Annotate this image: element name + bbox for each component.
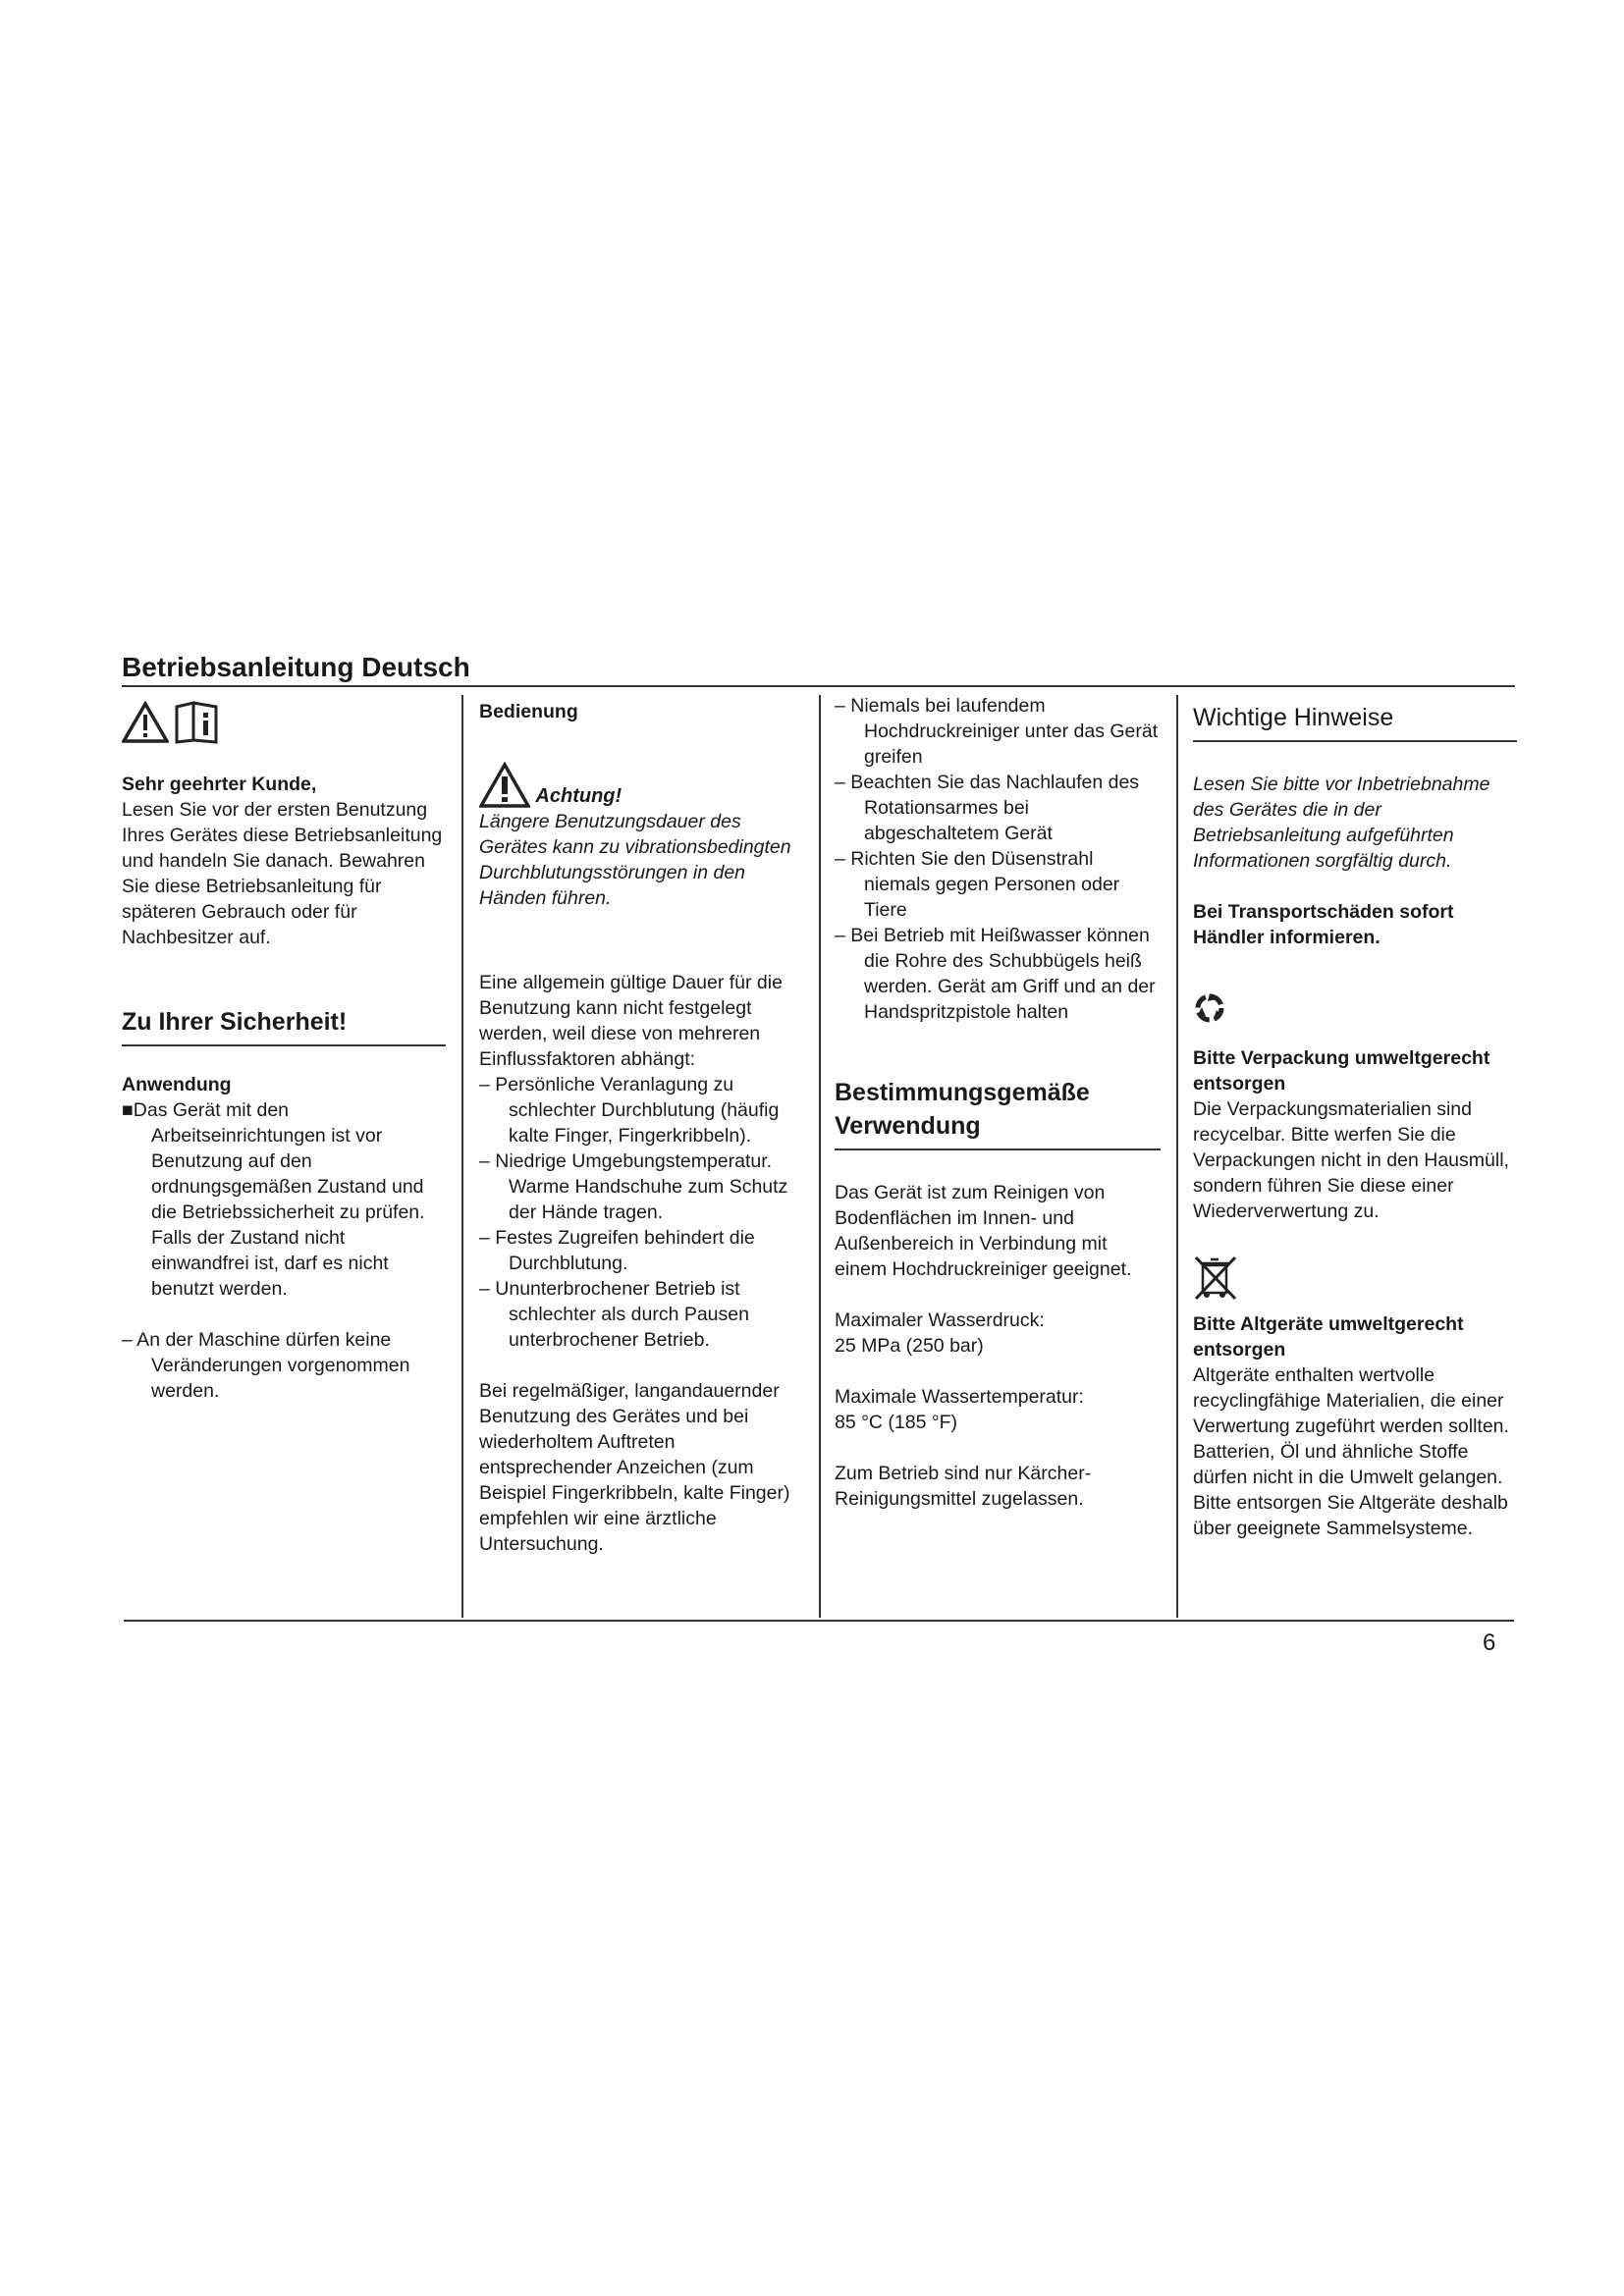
old-devices-heading: Bitte Altgeräte umweltgerecht entsorgen xyxy=(1193,1313,1464,1361)
column-divider xyxy=(1176,695,1178,1618)
section-heading-intended-use: Bestimmungsgemäße Verwendung xyxy=(835,1076,1161,1150)
dash-item: – An der Maschine dürfen keine Veränderungen vorgenommen werden. xyxy=(122,1329,410,1402)
page-title: Betriebsanleitung Deutsch xyxy=(122,652,470,682)
crossed-bin-icon xyxy=(1193,1254,1238,1301)
list-item: – Niemals bei laufendem Hochdruckreiniger unter das Gerät greifen xyxy=(835,695,1159,768)
warning-text: Längere Benutzungsdauer des Gerätes kann zu vibrationsbedingten Durchblutungsstörungen in den Händen führen. xyxy=(479,811,791,909)
paragraph: Das Gerät ist zum Reinigen von Bodenflächen im Innen- und Außenbereich in Verbindung mit einem Hochdruckreiniger geeignet. xyxy=(835,1182,1132,1280)
column-1 xyxy=(122,693,446,1404)
transport-notice: Bei Transportschäden sofort Händler informieren. xyxy=(1193,901,1454,948)
column-divider xyxy=(461,695,463,1618)
column-divider xyxy=(819,695,821,1618)
list-item: – Richten Sie den Düsenstrahl niemals gegen Personen oder Tiere xyxy=(835,848,1120,921)
icon-row xyxy=(122,701,446,758)
warning-title: Achtung! xyxy=(535,785,623,807)
list-item: – Ununterbrochener Betrieb ist schlechter als durch Pausen unterbrochener Betrieb. xyxy=(479,1278,749,1351)
pressure-label: Maximaler Wasserdruck: xyxy=(835,1309,1045,1331)
warning-triangle-icon xyxy=(479,762,530,809)
recycling-icon xyxy=(1193,989,1226,1027)
bottom-rule xyxy=(124,1620,1514,1622)
bullet-item: ■Das Gerät mit den Arbeitseinrichtungen ist vor Benutzung auf den ordnungsgemäßen Zustand und die Betriebssicherheit zu prüfen. Falls der Zustand nicht einwandfrei ist, darf es nicht benutzt werden. xyxy=(122,1099,425,1300)
column-4 xyxy=(1193,693,1517,1541)
section-heading-safety: Zu Ihrer Sicherheit! xyxy=(122,1005,446,1046)
list-item: – Bei Betrieb mit Heißwasser können die Rohre des Schubbügels heiß werden. Gerät am Griff und an der Handspritzpistole halten xyxy=(835,925,1156,1023)
list-item: – Festes Zugreifen behindert die Durchblutung. xyxy=(479,1227,755,1274)
page-number: 6 xyxy=(1483,1629,1496,1656)
book-info-icon xyxy=(174,701,219,744)
pressure-value: 25 MPa (250 bar) xyxy=(835,1335,984,1357)
list-item: – Persönliche Veranlagung zu schlechter Durchblutung (häufig kalte Finger, Fingerkribbeln). xyxy=(479,1074,780,1147)
list-item: – Beachten Sie das Nachlaufen des Rotationsarmes bei abgeschaltetem Gerät xyxy=(835,772,1140,844)
warning-box xyxy=(479,762,813,911)
subheading-use: Anwendung xyxy=(122,1074,232,1095)
section-heading-operation: Bedienung xyxy=(479,701,578,722)
intro-paragraph: Lesen Sie vor der ersten Benutzung Ihres Gerätes diese Betriebsanleitung und handeln Sie danach. Bewahren Sie diese Betriebsanleitung für späteren Gebrauch oder für Nachbesitzer auf. xyxy=(122,799,443,948)
section-heading-notes: Wichtige Hinweise xyxy=(1193,701,1517,742)
temperature-label: Maximale Wassertemperatur: xyxy=(835,1386,1084,1408)
greeting: Sehr geehrter Kunde, xyxy=(122,774,317,795)
list-item: – Niedrige Umgebungstemperatur. Warme Handschuhe zum Schutz der Hände tragen. xyxy=(479,1150,788,1223)
temperature-value: 85 °C (185 °F) xyxy=(835,1412,958,1433)
column-3 xyxy=(835,693,1161,1512)
packaging-text: Die Verpackungsmaterialien sind recycelbar. Bitte werfen Sie die Verpackungen nicht in den Hausmüll, sondern führen Sie diese einer Wiederverwertung zu. xyxy=(1193,1098,1509,1222)
old-devices-text: Altgeräte enthalten wertvolle recyclingfähige Materialien, die einer Verwertung zugeführt werden sollten. Batterien, Öl und ähnliche Stoffe dürfen nicht in die Umwelt gelangen. Bitte entsorgen Sie Altgeräte deshalb über geeignete Sammelsysteme. xyxy=(1193,1364,1509,1539)
paragraph: Bei regelmäßiger, langandauernder Benutzung des Gerätes und bei wiederholtem Auftreten entsprechender Anzeichen (zum Beispiel Fingerkribbeln, kalte Finger) empfehlen wir eine ärztliche Untersuchung. xyxy=(479,1380,790,1555)
paragraph: Eine allgemein gültige Dauer für die Benutzung kann nicht festgelegt werden, weil diese von mehreren Einflussfaktoren abhängt: xyxy=(479,972,783,1070)
warning-triangle-icon xyxy=(122,701,169,744)
notes-intro: Lesen Sie bitte vor Inbetriebnahme des Gerätes die in der Betriebsanleitung aufgeführten Informationen sorgfältig durch. xyxy=(1193,774,1490,872)
packaging-heading: Bitte Verpackung umweltgerecht entsorgen xyxy=(1193,1047,1490,1095)
column-2 xyxy=(479,693,813,1557)
paragraph: Zum Betrieb sind nur Kärcher-Reinigungsmittel zugelassen. xyxy=(835,1463,1092,1510)
title-rule xyxy=(122,685,1515,687)
bullet-marker: ■ xyxy=(122,1099,134,1121)
